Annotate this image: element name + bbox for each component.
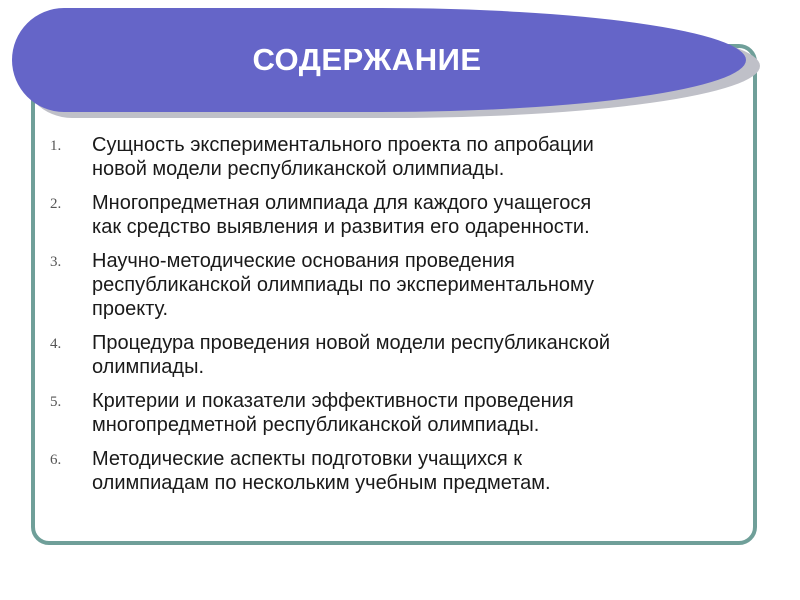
item-text-line: Многопредметная олимпиада для каждого учащегося — [92, 192, 592, 214]
item-text — [92, 331, 730, 379]
list-item — [50, 133, 730, 181]
list-item — [50, 331, 730, 379]
item-number: 2. — [50, 196, 62, 212]
item-number: 6. — [50, 452, 62, 468]
contents-list — [50, 133, 730, 505]
slide-title: СОДЕРЖАНИЕ — [252, 42, 482, 77]
item-text-line: многопредметной республиканской олимпиады. — [92, 414, 540, 436]
item-text — [92, 389, 730, 437]
list-item — [50, 389, 730, 437]
item-text-line: проекту. — [92, 298, 169, 320]
item-number: 4. — [50, 336, 62, 352]
item-text-line: олимпиады. — [92, 356, 205, 378]
item-text — [92, 191, 730, 239]
item-text-line: Методические аспекты подготовки учащихся к — [92, 448, 523, 470]
item-text-line: республиканской олимпиады по экспериментальному — [92, 274, 595, 296]
list-item — [50, 191, 730, 239]
item-text — [92, 249, 730, 321]
item-text — [92, 447, 730, 495]
item-text-line: Критерии и показатели эффективности проведения — [92, 390, 574, 412]
item-text-line: Процедура проведения новой модели республиканской — [92, 332, 611, 354]
list-item — [50, 447, 730, 495]
item-text-line: новой модели республиканской олимпиады. — [92, 158, 505, 180]
item-text-line: Сущность экспериментального проекта по апробации — [92, 134, 594, 156]
item-text-line: как средство выявления и развития его одаренности. — [92, 216, 590, 238]
item-text-line: олимпиадам по нескольким учебным предметам. — [92, 472, 551, 494]
item-text — [92, 133, 730, 181]
item-number: 5. — [50, 394, 62, 410]
item-text-line: Научно-методические основания проведения — [92, 250, 515, 272]
item-number: 3. — [50, 254, 62, 270]
list-item — [50, 249, 730, 321]
item-number: 1. — [50, 138, 62, 154]
